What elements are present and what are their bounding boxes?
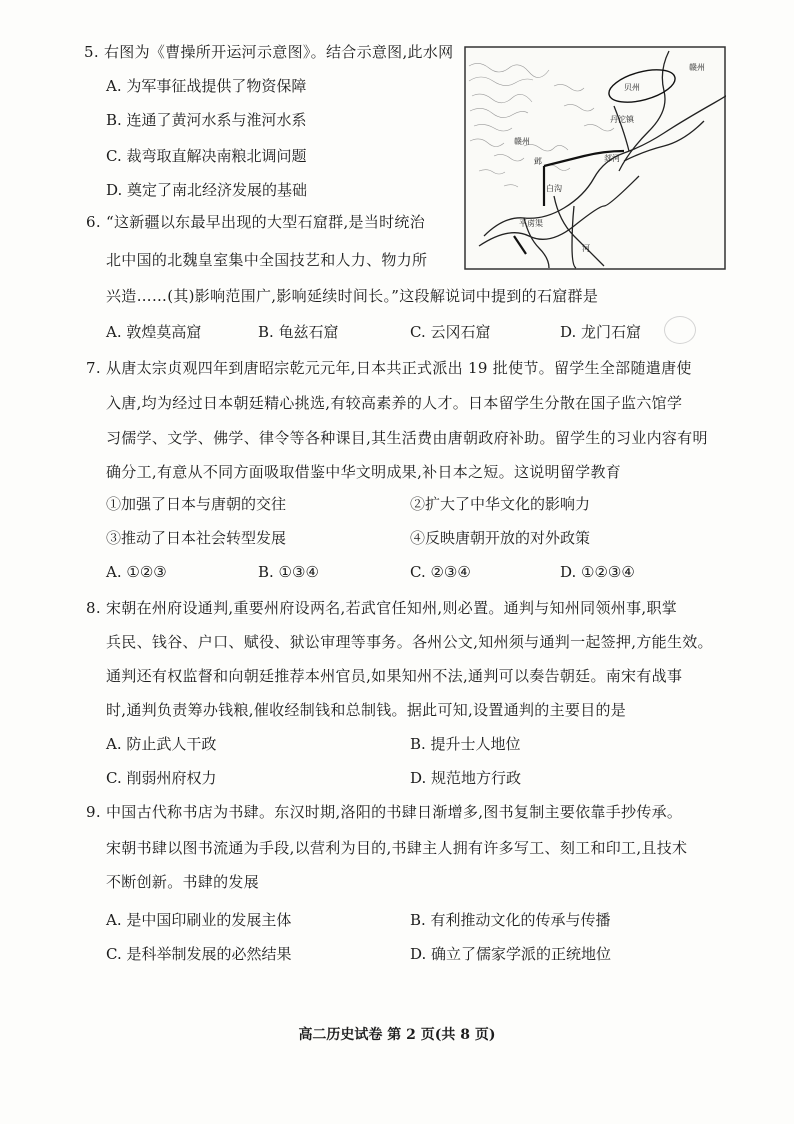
canal-map-svg [464, 46, 726, 270]
map-border [465, 47, 725, 269]
q9-option-a: A. 是中国印刷业的发展主体 [106, 911, 292, 929]
q9-option-d: D. 确立了儒家学派的正统地位 [410, 945, 612, 963]
q8-option-d: D. 规范地方行政 [410, 769, 522, 787]
q9-line-3: 不断创新。书肆的发展 [106, 873, 260, 891]
q8-option-a: A. 防止武人干政 [106, 735, 217, 753]
q7-item-1: ①加强了日本与唐朝的交往 [106, 495, 287, 513]
q7-option-b: B. ①③④ [258, 563, 319, 581]
map-label-8: 赣州 [514, 137, 530, 146]
map-label-7: 河 [582, 244, 590, 253]
q7-line-1: 7. 从唐太宗贞观四年到唐昭宗乾元元年,日本共正式派出 19 批使节。留学生全部随遣唐使 [86, 359, 692, 377]
q7-item-3: ③推动了日本社会转型发展 [106, 529, 287, 547]
q9-line-1: 9. 中国古代称书店为书肆。东汉时期,洛阳的书肆日渐增多,图书复制主要依靠手抄传承。 [86, 803, 683, 821]
q6-line-1: 6. “这新疆以东最早出现的大型石窟群,是当时统治 [86, 213, 426, 231]
q8-option-b: B. 提升士人地位 [410, 735, 521, 753]
q7-line-3: 习儒学、文学、佛学、律令等各种课目,其生活费由唐朝政府补助。留学生的习业内容有明 [106, 429, 708, 447]
q5-option-b: B. 连通了黄河水系与淮河水系 [106, 111, 307, 129]
map-label-2: 丹沱镇 [610, 115, 634, 124]
q7-line-2: 入唐,均为经过日本朝廷精心挑选,有较高素养的人才。日本留学生分散在国子监六馆学 [106, 394, 683, 412]
q5-option-d: D. 奠定了南北经济发展的基础 [106, 181, 308, 199]
q7-option-c: C. ②③④ [410, 563, 471, 581]
q5-option-a: A. 为军事征战提供了物资保障 [106, 77, 307, 95]
q6-option-d: D. 龙门石窟 [560, 323, 642, 341]
q7-item-2: ②扩大了中华文化的影响力 [410, 495, 591, 513]
page-footer: 高二历史试卷 第 2 页(共 8 页) [298, 1027, 496, 1043]
q5-option-c: C. 裁弯取直解决南粮北调问题 [106, 147, 307, 165]
map-label-1: 贝州 [624, 83, 640, 92]
q6-line-2: 北中国的北魏皇室集中全国技艺和人力、物力所 [106, 251, 428, 269]
q6-option-a: A. 敦煌莫高窟 [106, 323, 202, 341]
map-label-4: 邺 [534, 157, 542, 166]
q8-line-3: 通判还有权监督和向朝廷推荐本州官员,如果知州不法,通判可以奏告朝廷。南宋有战事 [106, 667, 683, 685]
q5-stem: 5. 右图为《曹操所开运河示意图》。结合示意图,此水网 [84, 43, 454, 61]
canal-map [464, 46, 726, 270]
scan-smudge [664, 316, 696, 344]
q6-option-c: C. 云冈石窟 [410, 323, 491, 341]
q9-option-c: C. 是科举制发展的必然结果 [106, 945, 292, 963]
q8-line-2: 兵民、钱谷、户口、赋役、狱讼审理等事务。各州公文,知州须与通判一起签押,方能生效。 [106, 633, 713, 651]
map-label-6: 平虏渠 [519, 219, 543, 228]
q6-line-3: 兴造……(其)影响范围广,影响延续时间长。”这段解说词中提到的石窟群是 [106, 287, 599, 305]
q6-option-b: B. 龟兹石窟 [258, 323, 339, 341]
q8-option-c: C. 削弱州府权力 [106, 769, 217, 787]
q9-option-b: B. 有利推动文化的传承与传播 [410, 911, 611, 929]
q7-option-a: A. ①②③ [106, 563, 167, 581]
map-label-5: 白沟 [546, 184, 562, 193]
q9-line-2: 宋朝书肆以图书流通为手段,以营利为目的,书肆主人拥有许多写工、刻工和印工,且技术 [106, 839, 688, 857]
q7-line-4: 确分工,有意从不同方面吸取借鉴中华文明成果,补日本之短。这说明留学教育 [106, 463, 622, 481]
q7-option-d: D. ①②③④ [560, 563, 635, 581]
map-label-0: 赣州 [689, 63, 705, 72]
q7-item-4: ④反映唐朝开放的对外政策 [410, 529, 591, 547]
map-label-3: 郯河 [604, 154, 620, 163]
q8-line-4: 时,通判负责筹办钱粮,催收经制钱和总制钱。据此可知,设置通判的主要目的是 [106, 701, 627, 719]
q8-line-1: 8. 宋朝在州府设通判,重要州府设两名,若武官任知州,则必置。通判与知州同领州事,职掌 [86, 599, 678, 617]
